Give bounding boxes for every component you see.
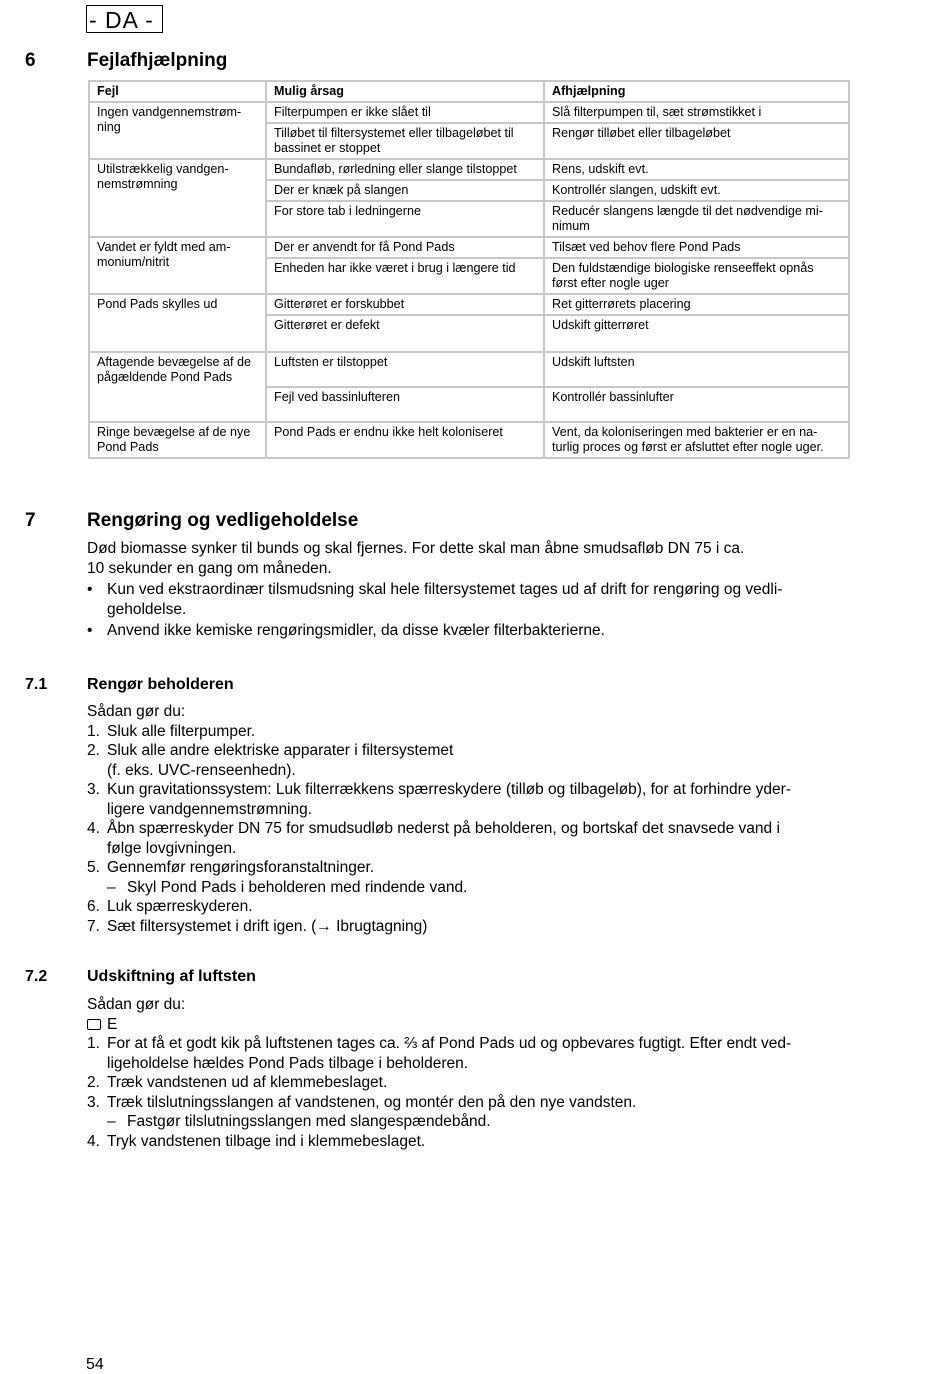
sub-step: – Skyl Pond Pads i beholderen med rindende vand. [107, 878, 852, 898]
table-row [89, 352, 849, 387]
bullet-line: • Anvend ikke kemiske rengøringsmidler, da disse kvæler filterbakterierne. [107, 622, 605, 639]
section-7-2-title: Udskiftning af luftsten [87, 968, 256, 985]
step-line: ligeholdelse hældes Pond Pads tilbage i beholderen. [107, 1054, 469, 1072]
step-line: Træk vandstenen ud af klemmebeslaget. [107, 1074, 388, 1091]
table-row [89, 237, 849, 258]
step-line: Sluk alle filterpumper. [107, 722, 256, 740]
step-line: Kun gravitationssystem: Luk filterrækkens spærreskydere (tilløb og tilbageløb), for at forhindre yder- [107, 781, 791, 798]
remedy-cell: Ret gitterrørets placering [544, 294, 849, 315]
fault-cell: Vandet er fyldt med am- monium/nitrit [89, 237, 266, 294]
lead-text: Sådan gør du: [87, 996, 186, 1013]
cause-cell: Der er anvendt for få Pond Pads [266, 237, 544, 258]
header-cause: Mulig årsag [266, 81, 544, 102]
step-number: 4. [87, 1132, 100, 1150]
step-line: Sæt filtersystemet i drift igen. (→ Ibrugtagning) [107, 917, 428, 935]
step-number: 6. [87, 898, 100, 915]
step-line: Træk tilslutningsslangen af vandstenen, og montér den på den nye vandsten. [107, 1093, 637, 1111]
troubleshooting-table [88, 80, 850, 459]
section-7-1-body [87, 702, 852, 936]
step-number: 2. [87, 742, 100, 759]
intro-line: Død biomasse synker til bunds og skal fjernes. For dette skal man åbne smudsafløb DN 75 i ca. [87, 540, 745, 557]
step-number: 5. [87, 859, 100, 876]
step-number: 3. [87, 1093, 100, 1111]
step-item [87, 1132, 852, 1152]
step-item [87, 1034, 852, 1073]
page-number: 54 [86, 1356, 104, 1373]
step-line: Åbn spærreskyder DN 75 for smudsudløb nederst på beholderen, og bortskaf det snavsede vand i [107, 820, 780, 837]
cause-cell: Filterpumpen er ikke slået til [266, 102, 544, 123]
intro-line: 10 sekunder en gang om måneden. [87, 559, 332, 577]
header-fault: Fejl [89, 81, 266, 102]
cause-cell: Luftsten er tilstoppet [266, 352, 544, 387]
fault-cell: Utilstrækkelig vandgen- nemstrømning [89, 159, 266, 237]
remedy-cell: Kontrollér slangen, udskift evt. [544, 180, 849, 201]
section-7-title: Rengøring og vedligeholdelse [87, 510, 359, 531]
remedy-cell: Slå filterpumpen til, sæt strømstikket i [544, 102, 849, 123]
step-line: Sluk alle andre elektriske apparater i filtersystemet [107, 742, 454, 759]
figure-reference [87, 1015, 852, 1035]
cause-cell: For store tab i ledningerne [266, 201, 544, 237]
section-7-2-body [87, 995, 852, 1151]
table-row [89, 102, 849, 123]
remedy-cell: Rengør tilløbet eller tilbageløbet [544, 123, 849, 159]
cause-cell: Pond Pads er endnu ikke helt koloniseret [266, 422, 544, 458]
step-number: 2. [87, 1074, 100, 1091]
step-number: 4. [87, 820, 100, 837]
bullet-item [87, 621, 852, 641]
step-item [87, 897, 852, 917]
section-6-number: 6 [25, 50, 36, 71]
step-line: Tryk vandstenen tilbage ind i klemmebeslaget. [107, 1132, 426, 1150]
step-item [87, 819, 852, 858]
step-item [87, 1093, 852, 1132]
remedy-cell: Udskift gitterrøret [544, 315, 849, 352]
table-row [89, 422, 849, 458]
remedy-cell: Udskift luftsten [544, 352, 849, 387]
cause-cell: Bundafløb, rørledning eller slange tilstoppet [266, 159, 544, 180]
fault-cell: Aftagende bevægelse af de pågældende Pond Pads [89, 352, 266, 422]
step-number: 7. [87, 917, 100, 935]
header-remedy: Afhjælpning [544, 81, 849, 102]
cause-cell: Enheden har ikke været i brug i længere tid [266, 258, 544, 294]
step-item [87, 917, 852, 937]
bullet-line: • Kun ved ekstraordinær tilsmudsning skal hele filtersystemet tages ud af drift for rengøring og vedli- [107, 581, 783, 598]
section-7-1-number: 7.1 [25, 676, 48, 693]
cause-cell: Gitterøret er defekt [266, 315, 544, 352]
step-number: 1. [87, 1035, 100, 1052]
fault-cell: Pond Pads skylles ud [89, 294, 266, 352]
remedy-cell: Kontrollér bassinlufter [544, 387, 849, 422]
section-7-number: 7 [25, 510, 36, 531]
step-item [87, 780, 852, 819]
figure-ref-label: E [107, 1015, 118, 1033]
step-number: 1. [87, 722, 100, 740]
bullet-item [87, 580, 852, 619]
cause-cell: Tilløbet til filtersystemet eller tilbageløbet til bassinet er stoppet [266, 123, 544, 159]
section-7-2-number: 7.2 [25, 968, 48, 985]
table-row [89, 159, 849, 180]
step-line: For at få et godt kik på luftstenen tages ca. ⅔ af Pond Pads ud og opbevares fugtigt. Efter endt ved- [107, 1035, 792, 1052]
step-item [87, 858, 852, 897]
step-number: 3. [87, 781, 100, 798]
table-header-row [89, 81, 849, 102]
section-7-1-title: Rengør beholderen [87, 676, 234, 693]
airstone-steps [87, 1034, 852, 1151]
maintenance-bullets [87, 580, 852, 641]
section-7-body [87, 539, 852, 641]
table-row [89, 294, 849, 315]
cause-cell: Gitterøret er forskubbet [266, 294, 544, 315]
step-line: Gennemfør rengøringsforanstaltninger. [107, 859, 375, 876]
step-line: ligere vandgennemstrømning. [107, 800, 313, 818]
cleaning-steps [87, 722, 852, 937]
bullet-line: geholdelse. [107, 600, 187, 618]
step-item [87, 1073, 852, 1093]
remedy-cell: Rens, udskift evt. [544, 159, 849, 180]
lead-text: Sådan gør du: [87, 703, 186, 720]
fault-cell: Ingen vandgennemstrøm- ning [89, 102, 266, 159]
remedy-cell: Tilsæt ved behov flere Pond Pads [544, 237, 849, 258]
remedy-cell: Vent, da koloniseringen med bakterier er en na- turlig proces og først er afsluttet efter nogle uger. [544, 422, 849, 458]
section-6-title: Fejlafhjælpning [87, 50, 228, 71]
remedy-cell: Den fuldstændige biologiske renseeffekt opnås først efter nogle uger [544, 258, 849, 294]
fault-cell: Ringe bevægelse af de nye Pond Pads [89, 422, 266, 458]
sub-step: – Fastgør tilslutningsslangen med slangespændebånd. [107, 1112, 852, 1132]
step-line: følge lovgivningen. [107, 839, 237, 857]
figure-box-icon [87, 1019, 101, 1030]
step-item [87, 722, 852, 742]
cause-cell: Fejl ved bassinlufteren [266, 387, 544, 422]
language-tag: - DA - [86, 5, 163, 33]
step-item [87, 741, 852, 780]
step-line: Luk spærreskyderen. [107, 898, 253, 915]
cause-cell: Der er knæk på slangen [266, 180, 544, 201]
remedy-cell: Reducér slangens længde til det nødvendige mi- nimum [544, 201, 849, 237]
step-line: (f. eks. UVC-renseenhedn). [107, 761, 296, 779]
